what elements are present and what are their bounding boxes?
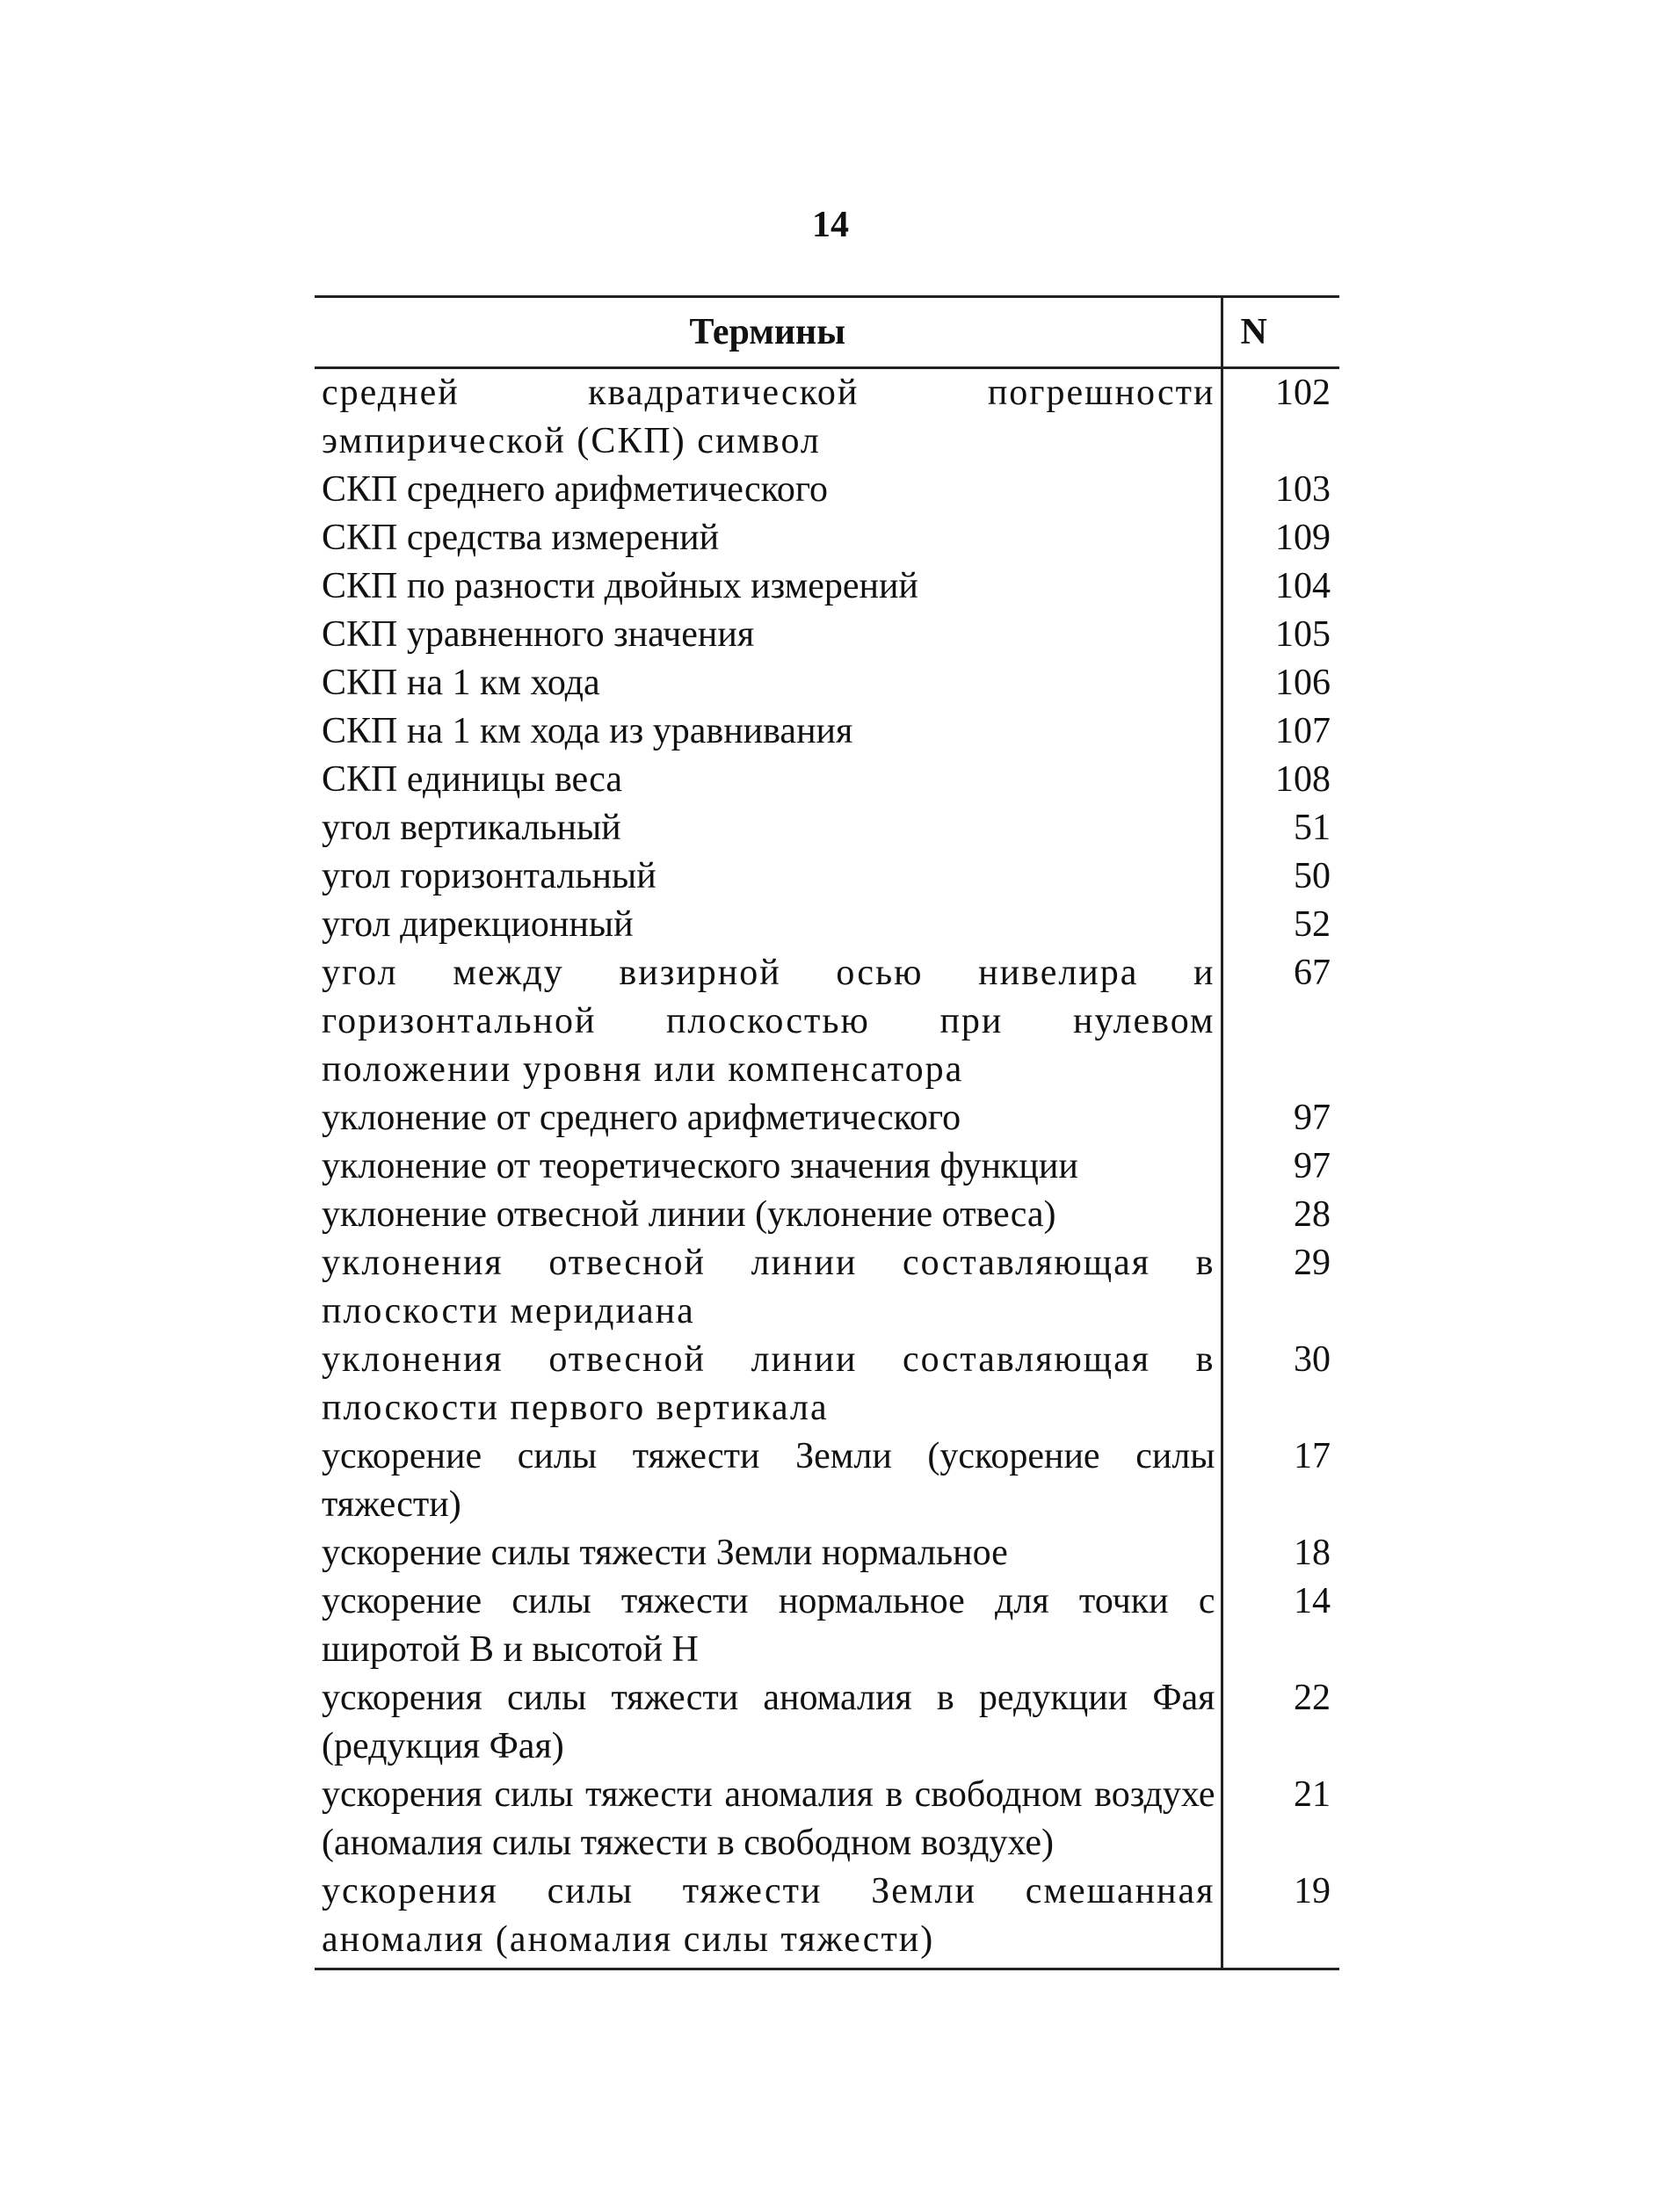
number-cell: 29 [1294, 1243, 1331, 1283]
number-cell: 30 [1294, 1339, 1331, 1380]
table-row [315, 1674, 1339, 1771]
table-row [315, 466, 1339, 514]
term-cell: ускорения силы тяжести аномалия в редукции Фая (редукция Фая) [315, 1674, 1222, 1771]
terms-column-header: Термины [315, 297, 1222, 368]
term-cell: угол дирекционный [315, 901, 1222, 949]
table-row [315, 1868, 1339, 1969]
term-cell: средней квадратической погрешности эмпирической (СКП) символ [315, 368, 1222, 467]
number-cell: 105 [1275, 614, 1331, 655]
number-cell: 19 [1222, 1868, 1339, 1969]
number-cell: 50 [1294, 856, 1331, 896]
number-cell: 67 [1294, 953, 1331, 993]
term-cell: угол горизонтальный [315, 852, 1222, 901]
number-cell: 28 [1294, 1194, 1331, 1235]
number-cell: 109 [1275, 518, 1331, 558]
number-cell: 21 [1294, 1774, 1331, 1815]
table-row [315, 611, 1339, 659]
table-header-row [315, 297, 1339, 368]
table-row [315, 1771, 1339, 1868]
term-cell: СКП среднего арифметического [315, 466, 1222, 514]
table-row [315, 852, 1339, 901]
table-row [315, 1432, 1339, 1529]
number-cell: 52 [1294, 904, 1331, 945]
table-row [315, 1529, 1339, 1577]
term-cell: СКП на 1 км хода из уравнивания [315, 707, 1222, 756]
number-cell: 22 [1294, 1678, 1331, 1718]
term-cell: СКП по разности двойных измерений [315, 562, 1222, 611]
term-cell: угол вертикальный [315, 804, 1222, 852]
term-cell: уклонение от теоретического значения функции [315, 1142, 1222, 1191]
table-row [315, 901, 1339, 949]
table-row [315, 514, 1339, 562]
term-cell: СКП единицы веса [315, 756, 1222, 804]
table-row [315, 949, 1339, 1094]
terms-index-table [315, 295, 1339, 1970]
number-cell: 97 [1294, 1146, 1331, 1186]
term-cell: ускорения силы тяжести аномалия в свободном воздухе (аномалия силы тяжести в свободном воздухе) [315, 1771, 1222, 1868]
table-row [315, 1239, 1339, 1336]
number-cell: 108 [1275, 759, 1331, 800]
table-row [315, 1577, 1339, 1674]
term-cell: СКП на 1 км хода [315, 659, 1222, 707]
table-row [315, 756, 1339, 804]
term-cell: уклонения отвесной линии составляющая в плоскости меридиана [315, 1239, 1222, 1336]
table-row [315, 804, 1339, 852]
term-cell: уклонения отвесной линии составляющая в плоскости первого вертикала [315, 1336, 1222, 1432]
number-cell: 97 [1294, 1098, 1331, 1138]
number-cell: 104 [1275, 566, 1331, 606]
term-cell: уклонение от среднего арифметического [315, 1094, 1222, 1142]
table-row [315, 1336, 1339, 1432]
number-cell: 14 [1294, 1581, 1331, 1621]
term-cell: ускорение силы тяжести Земли нормальное [315, 1529, 1222, 1577]
term-cell: ускорения силы тяжести Земли смешанная аномалия (аномалия силы тяжести) [315, 1868, 1222, 1969]
term-cell: СКП средства измерений [315, 514, 1222, 562]
table-row [315, 1142, 1339, 1191]
table-row [315, 368, 1339, 467]
table-row [315, 562, 1339, 611]
table-row [315, 659, 1339, 707]
number-cell: 102 [1275, 373, 1331, 413]
term-cell: уклонение отвесной линии (уклонение отвеса) [315, 1191, 1222, 1239]
table-row [315, 1094, 1339, 1142]
number-cell: 107 [1275, 711, 1331, 751]
term-cell: СКП уравненного значения [315, 611, 1222, 659]
number-cell: 51 [1294, 808, 1331, 848]
term-cell: ускорение силы тяжести Земли (ускорение силы тяжести) [315, 1432, 1222, 1529]
number-column-header: N [1222, 297, 1339, 368]
term-cell: ускорение силы тяжести нормальное для точки с широтой В и высотой Н [315, 1577, 1222, 1674]
table-row [315, 1191, 1339, 1239]
page-number: 14 [812, 205, 849, 245]
number-cell: 17 [1294, 1436, 1331, 1476]
number-cell: 18 [1294, 1533, 1331, 1573]
number-cell: 106 [1275, 663, 1331, 703]
number-cell: 103 [1275, 469, 1331, 510]
term-cell: угол между визирной осью нивелира и горизонтальной плоскостью при нулевом положении уровня или компенсатора [315, 949, 1222, 1094]
table-row [315, 707, 1339, 756]
